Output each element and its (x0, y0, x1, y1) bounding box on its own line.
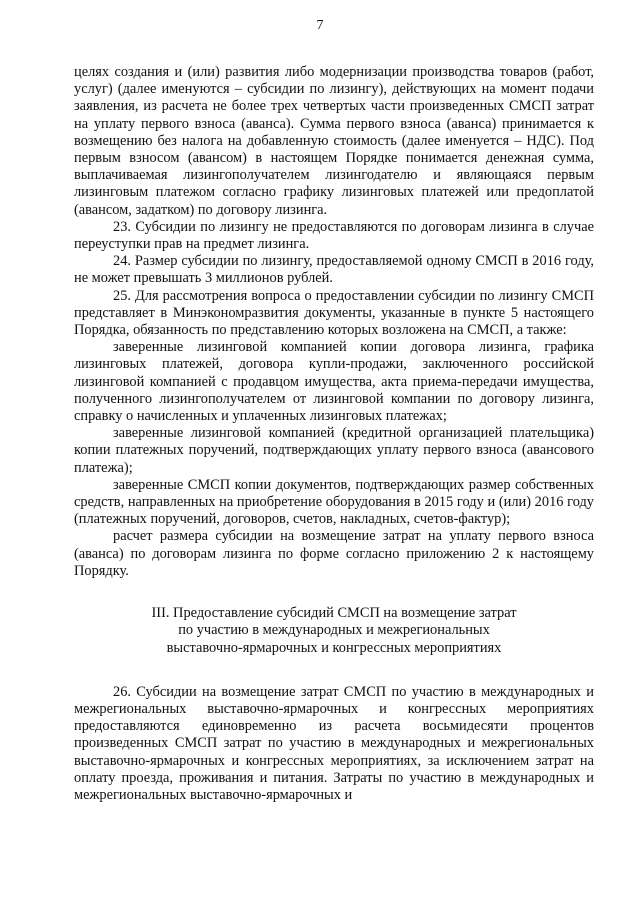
list-item-own-funds-documents: заверенные СМСП копии документов, подтверждающих размер собственных средств, направленных на приобретение оборудования в 2015 году и (или) 2016 году (платежных поручений, договоров, счетов, накладных, счетов-фактур); (74, 476, 594, 528)
paragraph-24: 24. Размер субсидии по лизингу, предоставляемой одному СМСП в 2016 году, не может превышать 3 миллионов рублей. (74, 253, 594, 287)
list-item-subsidy-calculation: расчет размера субсидии на возмещение затрат на уплату первого взноса (аванса) по договорам лизинга по форме согласно приложению 2 к настоящему Порядку. (74, 528, 594, 579)
list-item-leasing-documents: заверенные лизинговой компанией копии договора лизинга, графика лизинговых платежей, договора купли-продажи, заключенного российской лизинговой компанией с продавцом имущества, акта приема-передачи имущества, полученного лизингополучателем от лизинговой компании по договору лизинга, справку о начисленных и уплаченных лизинговых платежах; (74, 339, 594, 425)
document-body (74, 64, 594, 804)
paragraph-26: 26. Субсидии на возмещение затрат СМСП по участию в международных и межрегиональных выставочно-ярмарочных и конгрессных мероприятиях предоставляются единовременно из расчета восьмидесяти процентов произведенных СМСП затрат по участию в международных и межрегиональных выставочно-ярмарочных и конгрессных мероприятиях, за исключением затрат на оплату проезда, проживания и питания. Затраты по участию в международных и межрегиональных выставочно-ярмарочных и (74, 683, 594, 803)
section-heading-line-2: по участию в международных и межрегиональных (178, 622, 490, 639)
paragraph-continuation: целях создания и (или) развития либо модернизации производства товаров (работ, услуг) (далее именуются – субсидии по лизингу), действующих на момент подачи заявления, из расчета не более трех четвертых части произведенных СМСП затрат на уплату первого взноса (аванса). Сумма первого взноса (аванса) принимается к возмещению без налога на добавленную стоимость (далее именуется – НДС). Под первым взносом (авансом) в настоящем Порядке понимается денежная сумма, выплачиваемая лизингополучателем лизингодателю и являющаяся первым лизинговым платежом согласно графику лизинговых платежей или предоплатой (авансом, задатком) по договору лизинга. (74, 64, 594, 218)
section-heading-line-1: III. Предоставление субсидий СМСП на возмещение затрат (151, 605, 517, 622)
section-heading-line-3: выставочно-ярмарочных и конгрессных мероприятиях (166, 639, 502, 656)
paragraph-23: 23. Субсидии по лизингу не предоставляются по договорам лизинга в случае переуступки прав на предмет лизинга. (74, 218, 594, 253)
paragraph-25: 25. Для рассмотрения вопроса о предоставлении субсидии по лизингу СМСП представляет в Минэкономразвития документы, указанные в пункте 5 настоящего Порядка, обязанность по представлению которых возложена на СМСП, а также: (74, 287, 594, 339)
section-heading (74, 605, 594, 657)
list-item-payment-orders: заверенные лизинговой компанией (кредитной организацией плательщика) копии платежных поручений, подтверждающих уплату первого взноса (авансового платежа); (74, 425, 594, 476)
page-number: 7 (316, 18, 324, 33)
